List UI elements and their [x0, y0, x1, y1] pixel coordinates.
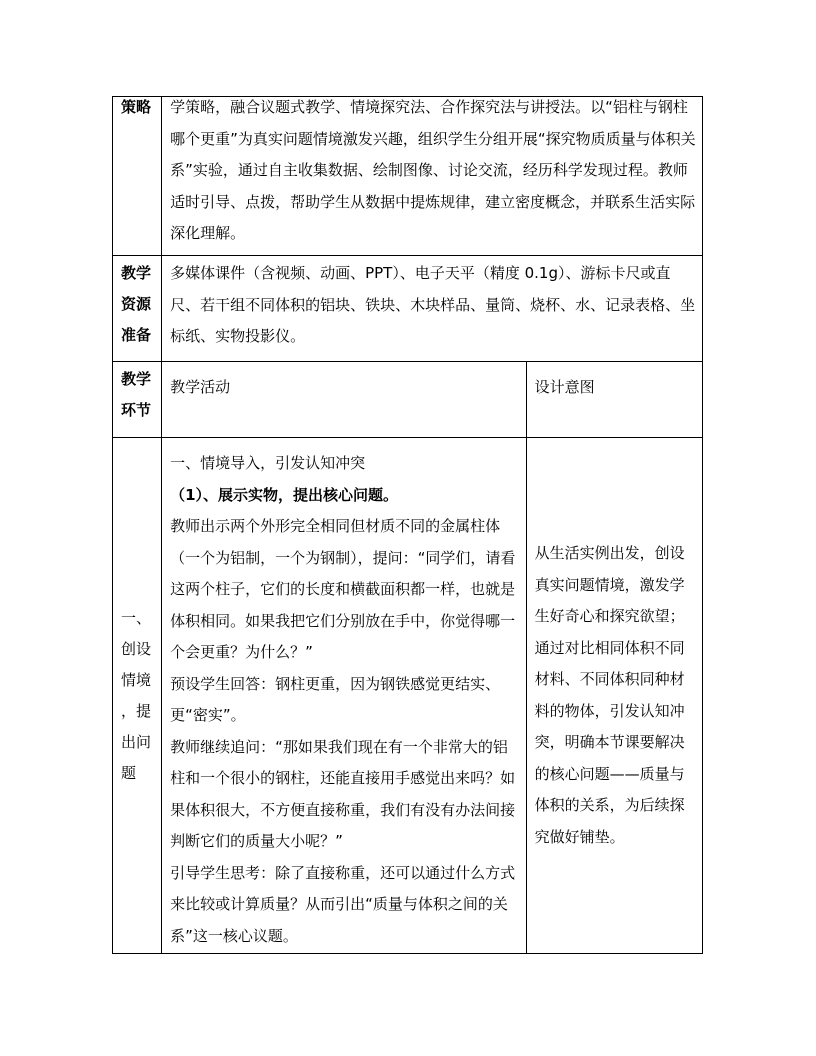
stage1-activity	[162, 438, 527, 954]
resources-row	[113, 256, 703, 362]
activity-paragraph: 教师出示两个外形完全相同但材质不同的金属柱体（一个为铝制，一个为钢制），提问：“同学们，请看这两个柱子，它们的长度和横截面积都一样，也就是体积相同。如果我把它们分别放在手中，你觉得哪一个会更重？为什么？”	[170, 517, 516, 661]
sub-title: （1）、展示实物，提出核心问题。	[170, 485, 399, 504]
resources-text	[162, 256, 703, 362]
activity-paragraph: 教师继续追问：“那如果我们现在有一个非常大的铝柱和一个很小的钢柱，还能直接用手感觉出来吗？如果体积很大，不方便直接称重，我们有没有办法间接判断它们的质量大小呢？”	[170, 737, 516, 850]
stage1-label-line: 一、	[121, 608, 152, 627]
intent-paragraph: 从生活实例出发，创设真实问题情境，激发学生好奇心和探究欲望；通过对比相同体积不同材料、不同体积同种材料的物体，引发认知冲突，明确本节课要解决的核心问题——质量与体积的关系，为后续探究做好铺垫。	[534, 544, 685, 846]
stage1-label-line: ，提	[121, 701, 152, 720]
intent-heading: 设计意图	[526, 362, 702, 438]
resources-label-line: 教学	[121, 264, 152, 282]
strategy-text	[162, 97, 703, 256]
section-title: 一、情境导入，引发认知冲突	[170, 454, 366, 472]
activity-heading: 教学活动	[162, 362, 527, 438]
stage-heading	[113, 362, 162, 438]
strategy-row	[113, 97, 703, 256]
resources-label-line: 准备	[121, 326, 152, 344]
stage1-label-line: 情境	[121, 670, 152, 689]
resources-label	[113, 256, 162, 362]
strategy-paragraph: 学策略，融合议题式教学、情境探究法、合作探究法与讲授法。以“铝柱与钢柱哪个更重”为真实问题情境激发兴趣，组织学生分组开展“探究物质质量与体积关系”实验，通过自主收集数据、绘制图像、讨论交流，经历科学发现过程。教师适时引导、点拨，帮助学生从数据中提炼规律，建立密度概念，并联系生活实际深化理解。	[170, 98, 696, 242]
activity-paragraph: 引导学生思考：除了直接称重，还可以通过什么方式来比较或计算质量？从而引出“质量与体积之间的关系”这一核心议题。	[170, 863, 516, 945]
header-row	[113, 362, 703, 438]
lesson-plan-table	[112, 96, 703, 954]
activity-paragraph: 预设学生回答：钢柱更重，因为钢铁感觉更结实、更“密实”。	[170, 674, 501, 724]
strategy-label: 策略	[113, 97, 162, 256]
stage-heading-line: 教学	[121, 370, 152, 388]
stage1-row	[113, 438, 703, 954]
stage1-label-line: 题	[121, 763, 137, 782]
stage1-label	[113, 438, 162, 954]
stage1-label-line: 创设	[121, 639, 152, 658]
stage1-intent	[526, 438, 702, 954]
resources-paragraph: 多媒体课件（含视频、动画、PPT）、电子天平（精度 0.1g）、游标卡尺或直尺、若干组不同体积的铝块、铁块、木块样品、量筒、烧杯、水、记录表格、坐标纸、实物投影仪。	[170, 264, 696, 345]
stage-heading-line: 环节	[121, 401, 152, 419]
stage1-label-line: 出问	[121, 732, 152, 751]
resources-label-line: 资源	[121, 295, 152, 313]
